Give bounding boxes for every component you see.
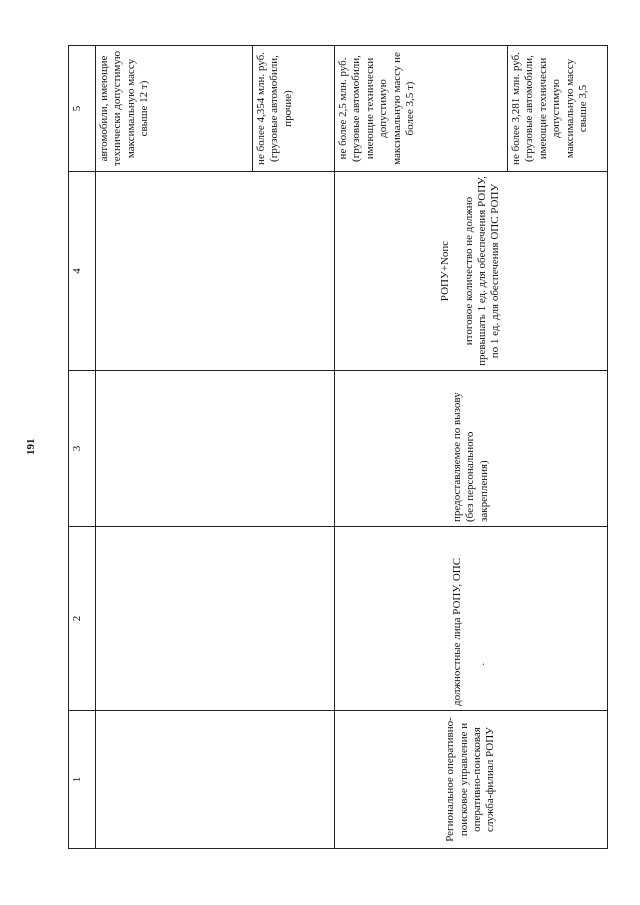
header-row xyxy=(69,46,96,849)
table-row xyxy=(335,46,508,849)
document-table xyxy=(68,45,608,849)
officials-text: должностные лица РОПУ, ОПС xyxy=(450,557,463,706)
cell-r3-c1 xyxy=(335,711,608,849)
cell-r2-c5: не более 4,354 млн. руб. (грузовые автомобили, прочие) xyxy=(253,46,335,172)
header-cell-2: 2 xyxy=(69,527,96,711)
cell-r3-c2 xyxy=(335,527,608,711)
cell-r3-c5: не более 2,5 млн. руб. (грузовые автомобили, имеющие технически допустимую максимальную массу не более 3,5 т) xyxy=(335,46,508,172)
quantity-note: итоговое количество не должно превышать 1 ед. для обеспечения РОПУ, по 1 ед. для обеспечения ОПС РОПУ xyxy=(462,176,502,366)
header-cell-5: 5 xyxy=(69,46,96,172)
cell-r1-c5: автомобили, имеющие технически допустимую максимальную массу свыше 12 т) xyxy=(96,46,253,172)
cell-r1-c1 xyxy=(96,711,335,849)
table-row xyxy=(96,46,253,849)
header-cell-4: 4 xyxy=(69,172,96,371)
cell-r3-c3 xyxy=(335,371,608,527)
cell-r3-c4 xyxy=(335,172,608,371)
organization-name: Региональное оперативно-поисковое управление и оперативно-поисковая служба-филиал РОПУ xyxy=(444,717,497,842)
stray-mark: · xyxy=(478,662,490,666)
page-number: 191 xyxy=(25,438,37,455)
rotated-table-container xyxy=(68,46,600,849)
cell-r4-c5: не более 3,281 млн. руб. (грузовые автомобили, имеющие технически допустимую максимальную массу свыше 3,5 xyxy=(508,46,608,172)
header-cell-3: 3 xyxy=(69,371,96,527)
cell-r1-c4 xyxy=(96,172,335,371)
cell-r1-c2 xyxy=(96,527,335,711)
cell-r1-c3 xyxy=(96,371,335,527)
quantity-formula: РОПУ+Nопс xyxy=(439,240,452,302)
provision-text: предоставляемое по вызову (без персонального закрепления) xyxy=(450,392,490,522)
header-cell-1: 1 xyxy=(69,711,96,849)
